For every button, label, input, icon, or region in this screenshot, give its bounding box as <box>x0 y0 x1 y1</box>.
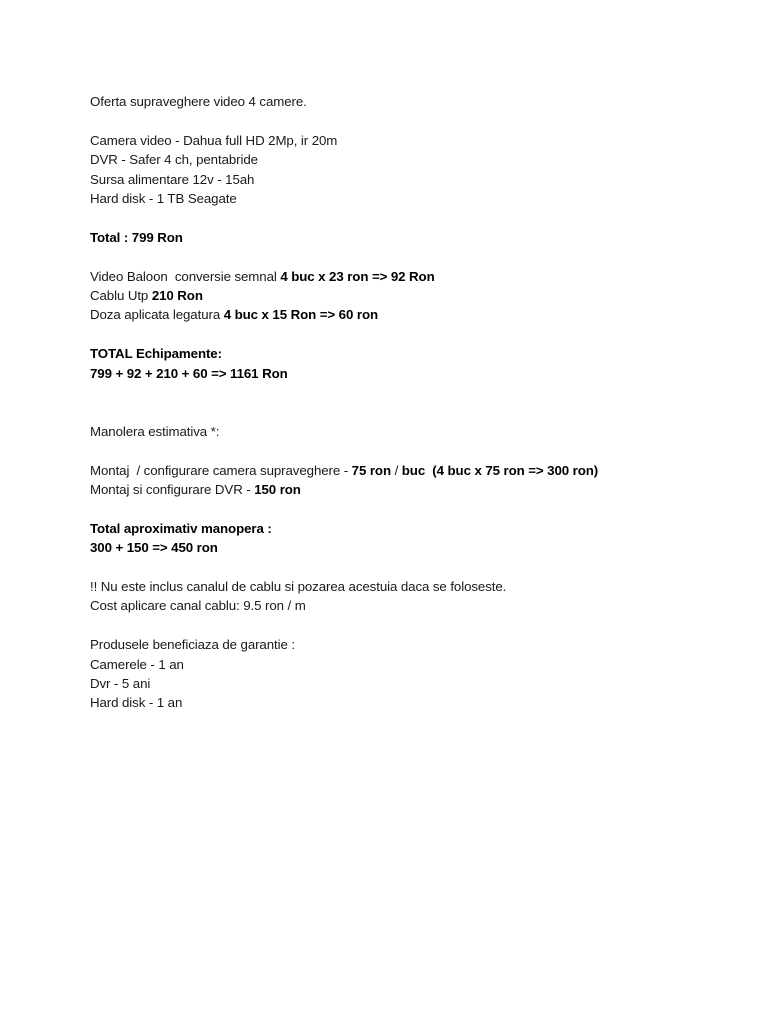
labor-label: Montaj / configurare camera supraveghere - <box>90 462 352 478</box>
accessory-line <box>90 305 730 324</box>
equipment-subtotal-text: Total : 799 Ron <box>90 229 183 245</box>
labor-label: Montaj si configurare DVR - <box>90 482 255 498</box>
equipment-subtotal <box>90 228 730 247</box>
offer-title: Oferta supraveghere video 4 camere. <box>90 94 307 109</box>
accessory-value: 4 buc x 23 ron => 92 Ron <box>280 268 435 284</box>
accessory-value: 4 buc x 15 Ron => 60 ron <box>223 307 378 323</box>
spacer <box>90 499 730 518</box>
note-excluded: !! Nu este inclus canalul de cablu si pozarea acestuia daca se foloseste. <box>90 579 507 595</box>
accessory-label: Video Baloon conversie semnal <box>90 268 281 284</box>
spacer <box>90 208 730 227</box>
labor-total-heading-text: Total aproximativ manopera : <box>90 520 272 536</box>
labor-heading: Manolera estimativa *: <box>90 423 220 439</box>
equipment-total-heading <box>90 344 730 363</box>
labor-price: 150 ron <box>254 482 301 498</box>
labor-price: 75 ron <box>351 462 391 478</box>
spacer <box>90 325 730 344</box>
spacer <box>90 616 730 635</box>
equipment-total-formula-text: 799 + 92 + 210 + 60 => 1161 Ron <box>90 365 288 381</box>
accessory-label: Cablu Utp <box>90 288 152 304</box>
accessory-value: 210 Ron <box>151 288 203 304</box>
warranty-item: Camerele - 1 an <box>90 656 184 672</box>
spacer <box>90 383 730 422</box>
warranty-item: Dvr - 5 ani <box>90 676 151 692</box>
equipment-item: Hard disk - 1 TB Seagate <box>90 191 237 207</box>
accessory-line <box>90 286 730 305</box>
equipment-item: Sursa alimentare 12v - 15ah <box>90 171 255 187</box>
accessory-label: Doza aplicata legatura <box>90 307 224 323</box>
equipment-total-formula <box>90 364 730 383</box>
warranty-heading: Produsele beneficiaza de garantie : <box>90 637 295 653</box>
equipment-total-heading-text: TOTAL Echipamente: <box>90 346 222 362</box>
labor-total-formula-text: 300 + 150 => 450 ron <box>90 540 218 556</box>
labor-line-camera <box>90 461 730 480</box>
labor-line-dvr <box>90 480 730 499</box>
spacer <box>90 111 730 130</box>
labor-total-formula <box>90 538 730 557</box>
note-cost: Cost aplicare canal cablu: 9.5 ron / m <box>90 598 306 614</box>
equipment-item: Camera video - Dahua full HD 2Mp, ir 20m <box>90 132 338 148</box>
labor-separator: / <box>390 462 402 478</box>
spacer <box>90 441 730 460</box>
spacer <box>90 247 730 266</box>
document-page <box>90 92 730 713</box>
labor-unit: buc (4 buc x 75 ron => 300 ron) <box>401 462 599 478</box>
spacer <box>90 558 730 577</box>
equipment-item: DVR - Safer 4 ch, pentabride <box>90 152 258 168</box>
warranty-item: Hard disk - 1 an <box>90 695 183 711</box>
accessory-line <box>90 267 730 286</box>
labor-total-heading <box>90 519 730 538</box>
